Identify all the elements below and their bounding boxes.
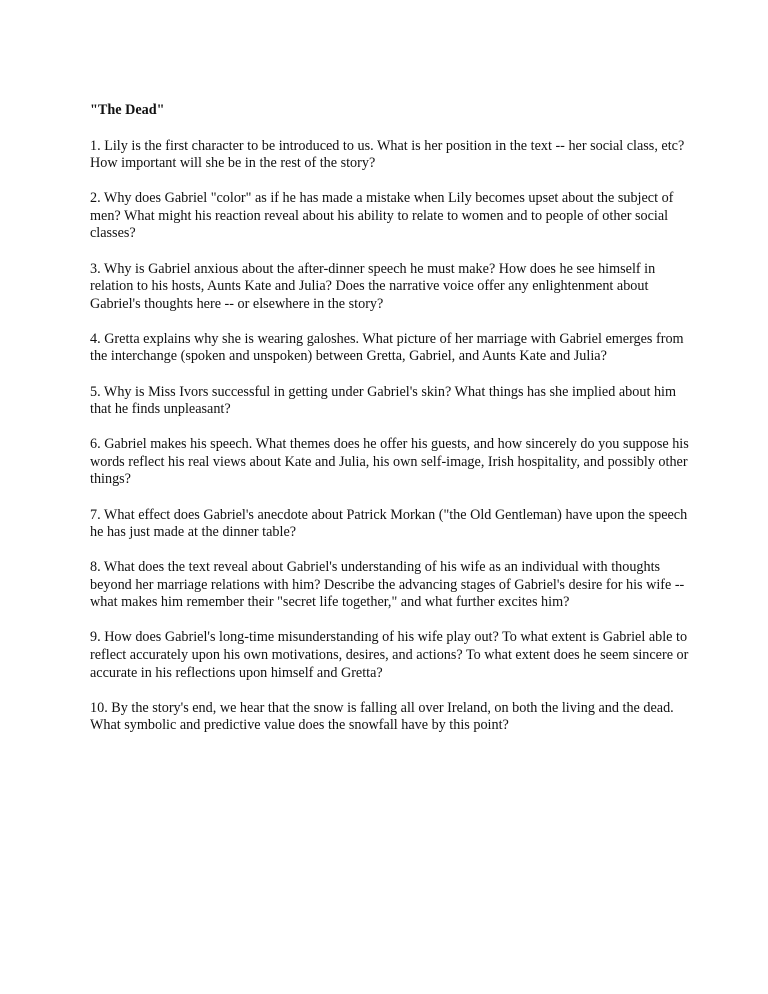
question-4: 4. Gretta explains why she is wearing galoshes. What picture of her marriage with Gabriel emerges from the interchange (spoken and unspoken) between Gretta, Gabriel, and Aunts Kate and Julia? (90, 330, 684, 365)
question-2: 2. Why does Gabriel "color" as if he has made a mistake when Lily becomes upset about the subject of men? What might his reaction reveal about his ability to relate to women and to people of other social classes? (90, 190, 674, 242)
question-1: 1. Lily is the first character to be introduced to us. What is her position in the text -- her social class, etc? How important will she be in the rest of the story? (90, 137, 685, 172)
document-title: "The Dead" (90, 102, 165, 118)
question-9: 9. How does Gabriel's long-time misunderstanding of his wife play out? To what extent is Gabriel able to reflect accurately upon his own motivations, desires, and actions? To what extent does he seem sincere or accurate in his reflections upon himself and Gretta? (90, 629, 689, 681)
question-6: 6. Gabriel makes his speech. What themes does he offer his guests, and how sincerely do you suppose his words reflect his real views about Kate and Julia, his own self-image, Irish hospitality, and possibly other things? (90, 436, 689, 488)
document-body (90, 102, 690, 752)
question-5: 5. Why is Miss Ivors successful in getting under Gabriel's skin? What things has she implied about him that he finds unpleasant? (90, 383, 677, 418)
question-7: 7. What effect does Gabriel's anecdote about Patrick Morkan ("the Old Gentleman) have upon the speech he has just made at the dinner table? (90, 506, 688, 541)
question-10: 10. By the story's end, we hear that the snow is falling all over Ireland, on both the living and the dead. What symbolic and predictive value does the snowfall have by this point? (90, 699, 674, 734)
question-8: 8. What does the text reveal about Gabriel's understanding of his wife as an individual with thoughts beyond her marriage relations with him? Describe the advancing stages of Gabriel's desire for his wife -- what makes him remember their "secret life together," and what further excites him? (90, 559, 685, 611)
question-3: 3. Why is Gabriel anxious about the after-dinner speech he must make? How does he see himself in relation to his hosts, Aunts Kate and Julia? Does the narrative voice offer any enlightenment about Gabriel's thoughts here -- or elsewhere in the story? (90, 260, 656, 312)
